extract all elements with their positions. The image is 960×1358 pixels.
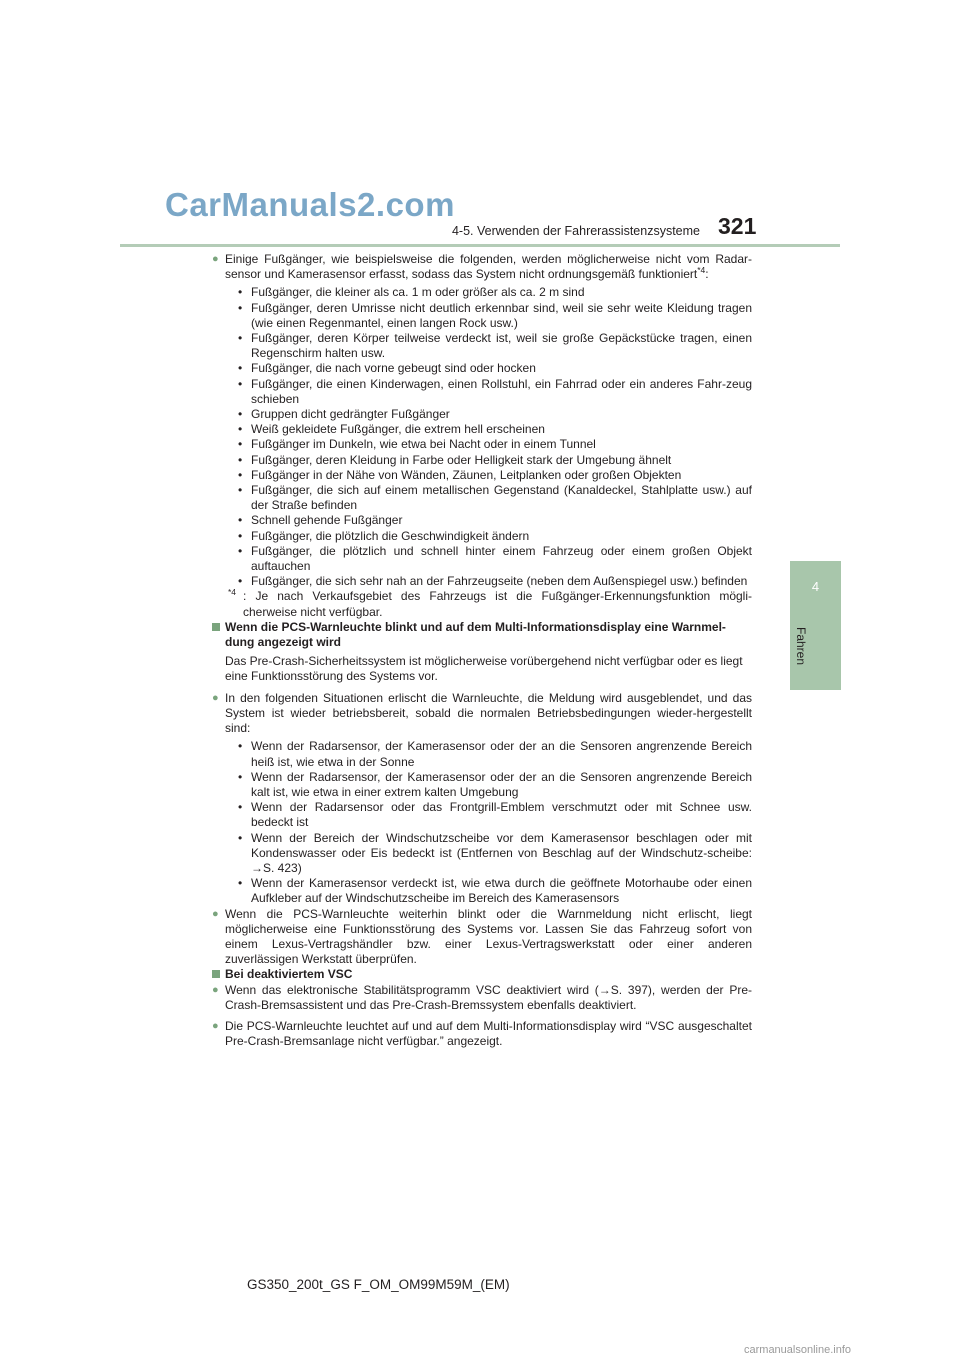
list-item: • Fußgänger, die sich auf einem metallischen Gegenstand (Kanaldeckel, Stahlplatte usw.) auf der Straße befinden [238,483,752,513]
pedestrian-list [212,285,752,589]
list-item: • Wenn der Radarsensor oder das Frontgrill-Emblem verschmutzt oder mit Schnee usw. bedeckt ist [238,800,752,830]
footnote [212,589,752,619]
footnote-marker: *4 [228,587,237,598]
list-item: • Fußgänger in der Nähe von Wänden, Zäunen, Leitplanken oder großen Objekten [238,468,752,483]
section-header: 4-5. Verwenden der Fahrerassistenzsysteme [451,224,700,238]
section-heading-vsc [212,967,752,982]
list-item: • Fußgänger, deren Körper teilweise verdeckt ist, weil sie große Gepäckstücke tragen, einen Regenschirm halten usw. [238,331,752,361]
page-content [212,252,752,1049]
list-item: • Fußgänger, deren Umrisse nicht deutlich erkennbar sind, weil sie sehr weite Kleidung tragen (wie einen Regenmantel, einen langen Rock usw.) [238,301,752,331]
list-item: • Wenn der Kamerasensor verdeckt ist, wie etwa durch die geöffnete Motorhaube oder einen Aufkleber auf der Windschutzscheibe im Bereich des Kamerasensors [238,876,752,906]
bullet-text: Die PCS-Warnleuchte leuchtet auf und auf dem Multi-Informationsdisplay wird “VSC ausgeschaltet Pre-Crash-Bremsanlage nicht verfügbar.” angezeigt. [225,1018,752,1049]
bullet-circle-icon: ● [212,691,219,704]
bullet-text: Wenn die PCS-Warnleuchte weiterhin blinkt oder die Warnmeldung nicht erlischt, liegt möglicherweise eine Funktionsstörung des Systems vor. Lassen Sie das Fahrzeug sofort von einem Lexus-Vertragshändler bzw. einer Lexus-Vertragswerkstatt oder einer anderen zuverlässigen Werkstatt überprüfen. [225,906,752,967]
bullet-circle-icon: ● [212,1019,219,1032]
chapter-number: 4 [811,579,820,594]
conditions-list [212,739,752,906]
chapter-label: Fahren [794,627,808,666]
list-item: • Fußgänger, die kleiner als ca. 1 m oder größer als ca. 2 m sind [238,285,752,300]
heading-text: Wenn die PCS-Warnleuchte blinkt und auf dem Multi-Informationsdisplay eine Warnmel-dung angezeigt wird [225,619,726,650]
bullet-suffix: : [705,267,709,282]
watermark-logo: CarManuals2.com [165,186,455,223]
list-item: • Fußgänger, die nach vorne gebeugt sind oder hocken [238,361,752,376]
bullet-vsc-off [212,983,752,1013]
heading-square-icon [212,623,220,631]
list-item: • Wenn der Radarsensor, der Kamerasensor oder der an die Sensoren angrenzende Bereich heiß ist, wie etwa in der Sonne [238,739,752,769]
section-paragraph: Das Pre-Crash-Sicherheitssystem ist möglicherweise vorübergehend nicht verfügbar oder es liegt eine Funktionsstörung des Systems vor. [225,654,743,684]
list-item: • Wenn der Radarsensor, der Kamerasensor oder der an die Sensoren angrenzende Bereich kalt ist, wie etwa in einer extrem kalten Umgebung [238,770,752,800]
bullet-malfunction [212,907,752,968]
bullet-warning-off [212,691,752,737]
list-item: • Fußgänger, die einen Kinderwagen, einen Rollstuhl, ein Fahrrad oder ein anderes Fahr-zeug schieben [238,377,752,407]
heading-text: Bei deaktiviertem VSC [225,967,353,982]
list-item: • Fußgänger, deren Kleidung in Farbe oder Helligkeit stark der Umgebung ähnelt [238,453,752,468]
list-item: • Weiß gekleidete Fußgänger, die extrem hell erscheinen [238,422,752,437]
list-item: • Wenn der Bereich der Windschutzscheibe vor dem Kamerasensor beschlagen oder mit Kondenswasser oder Eis bedeckt ist (Entfernen von Beschlag auf der Windschutz-scheibe: →S. 423) [238,831,752,877]
list-item: • Fußgänger, die plötzlich die Geschwindigkeit ändern [238,529,752,544]
header-rule [120,244,840,247]
bullet-circle-icon: ● [212,983,219,996]
list-item: • Fußgänger, die sich sehr nah an der Fahrzeugseite (neben dem Außenspiegel usw.) befinden [238,574,752,589]
document-code: GS350_200t_GS F_OM_OM99M59M_(EM) [247,1277,510,1292]
list-item: • Fußgänger im Dunkeln, wie etwa bei Nacht oder in einem Tunnel [238,437,752,452]
bullet-pedestrians [212,252,752,282]
page-number: 321 [718,213,757,239]
list-item: • Gruppen dicht gedrängter Fußgänger [238,407,752,422]
chapter-tab [790,561,841,690]
bullet-circle-icon: ● [212,907,219,920]
list-item: • Fußgänger, die plötzlich und schnell hinter einem Fahrzeug oder einem großen Objekt auftauchen [238,544,752,574]
bullet-text: In den folgenden Situationen erlischt die Warnleuchte, die Meldung wird ausgeblendet, und das System ist wieder betriebsbereit, sobald die normalen Betriebsbedingungen wieder-hergestellt sind: [225,690,752,736]
heading-square-icon [212,970,220,978]
section-heading-warning-light [212,620,752,650]
footnote-text: : Je nach Verkaufsgebiet des Fahrzeugs ist die Fußgänger-Erkennungsfunktion mögli-cherweise nicht verfügbar. [243,589,752,619]
bullet-text: Einige Fußgänger, wie beispielsweise die folgenden, werden möglicherweise nicht vom Radar-sensor und Kamerasensor erfasst, sodass das System nicht ordnungsgemäß funktioniert [225,252,752,282]
list-item: • Schnell gehende Fußgänger [238,513,752,528]
bullet-text: Wenn das elektronische Stabilitätsprogramm VSC deaktiviert wird (→S. 397), werden der Pre-Crash-Bremsassistent und das Pre-Crash-Bremssystem ebenfalls deaktiviert. [225,982,752,1012]
footnote-ref: *4 [697,265,706,276]
footer-watermark: carmanualsonline.info [744,1344,852,1356]
bullet-circle-icon: ● [212,253,219,265]
bullet-vsc-indicator [212,1019,752,1049]
